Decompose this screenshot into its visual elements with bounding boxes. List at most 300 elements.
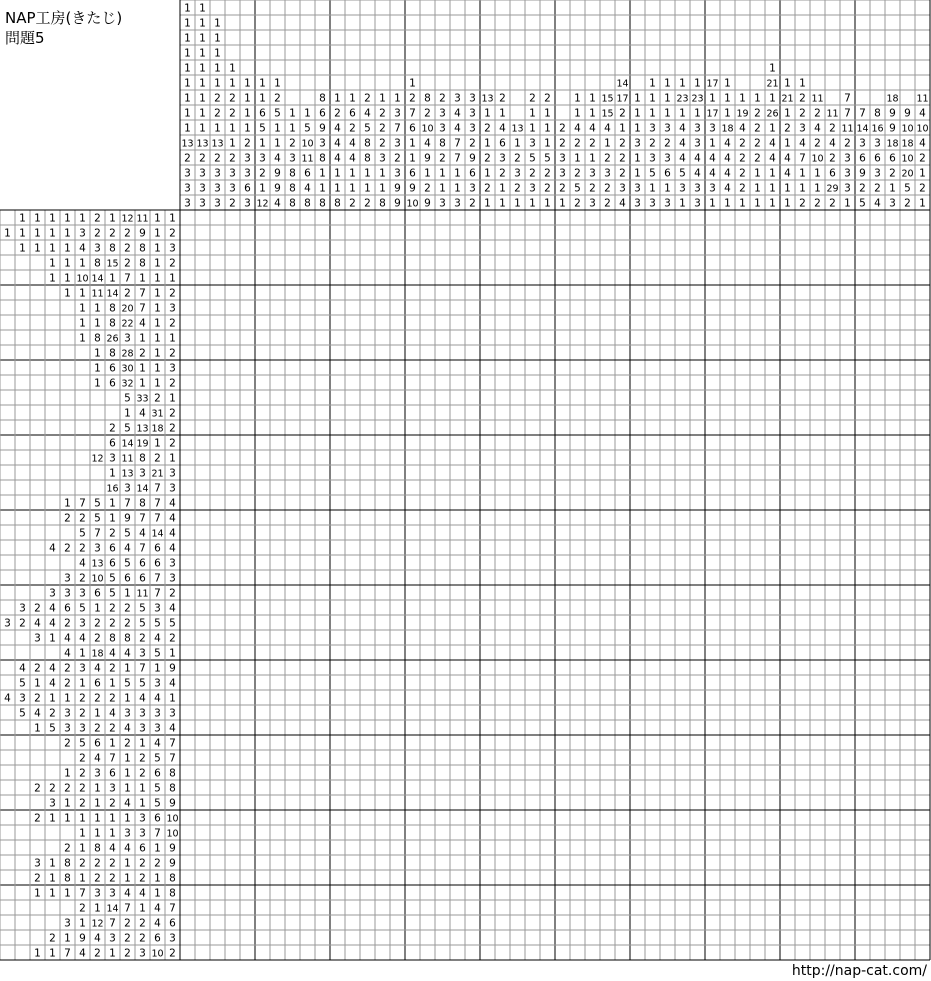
grid-cell[interactable] (825, 855, 840, 870)
grid-cell[interactable] (510, 375, 525, 390)
grid-cell[interactable] (390, 540, 405, 555)
grid-cell[interactable] (660, 555, 675, 570)
grid-cell[interactable] (285, 240, 300, 255)
grid-cell[interactable] (840, 270, 855, 285)
grid-cell[interactable] (555, 210, 570, 225)
grid-cell[interactable] (495, 585, 510, 600)
grid-cell[interactable] (405, 315, 420, 330)
grid-cell[interactable] (420, 435, 435, 450)
grid-cell[interactable] (570, 510, 585, 525)
grid-cell[interactable] (450, 300, 465, 315)
grid-cell[interactable] (915, 825, 930, 840)
grid-cell[interactable] (510, 540, 525, 555)
grid-cell[interactable] (270, 720, 285, 735)
grid-cell[interactable] (405, 930, 420, 945)
grid-cell[interactable] (480, 210, 495, 225)
grid-cell[interactable] (915, 210, 930, 225)
grid-cell[interactable] (720, 750, 735, 765)
grid-cell[interactable] (255, 480, 270, 495)
grid-cell[interactable] (780, 555, 795, 570)
grid-cell[interactable] (810, 525, 825, 540)
grid-cell[interactable] (195, 810, 210, 825)
grid-cell[interactable] (540, 465, 555, 480)
grid-cell[interactable] (900, 780, 915, 795)
grid-cell[interactable] (195, 630, 210, 645)
grid-cell[interactable] (795, 810, 810, 825)
grid-cell[interactable] (870, 630, 885, 645)
grid-cell[interactable] (915, 510, 930, 525)
grid-cell[interactable] (555, 615, 570, 630)
grid-cell[interactable] (405, 690, 420, 705)
grid-cell[interactable] (705, 240, 720, 255)
grid-cell[interactable] (210, 405, 225, 420)
grid-cell[interactable] (915, 330, 930, 345)
grid-cell[interactable] (825, 555, 840, 570)
grid-cell[interactable] (900, 750, 915, 765)
grid-cell[interactable] (855, 345, 870, 360)
grid-cell[interactable] (315, 660, 330, 675)
grid-cell[interactable] (510, 705, 525, 720)
grid-cell[interactable] (675, 405, 690, 420)
grid-cell[interactable] (810, 210, 825, 225)
grid-cell[interactable] (780, 405, 795, 420)
grid-cell[interactable] (735, 345, 750, 360)
grid-cell[interactable] (675, 585, 690, 600)
grid-cell[interactable] (720, 540, 735, 555)
grid-cell[interactable] (330, 225, 345, 240)
grid-cell[interactable] (585, 465, 600, 480)
grid-cell[interactable] (195, 225, 210, 240)
grid-cell[interactable] (525, 945, 540, 960)
grid-cell[interactable] (480, 315, 495, 330)
grid-cell[interactable] (390, 435, 405, 450)
grid-cell[interactable] (585, 495, 600, 510)
grid-cell[interactable] (330, 525, 345, 540)
grid-cell[interactable] (225, 315, 240, 330)
grid-cell[interactable] (630, 480, 645, 495)
grid-cell[interactable] (465, 645, 480, 660)
grid-cell[interactable] (225, 765, 240, 780)
grid-cell[interactable] (180, 885, 195, 900)
grid-cell[interactable] (765, 330, 780, 345)
grid-cell[interactable] (795, 375, 810, 390)
grid-cell[interactable] (750, 315, 765, 330)
grid-cell[interactable] (735, 375, 750, 390)
grid-cell[interactable] (735, 480, 750, 495)
grid-cell[interactable] (435, 510, 450, 525)
grid-cell[interactable] (465, 615, 480, 630)
grid-cell[interactable] (510, 765, 525, 780)
grid-cell[interactable] (225, 885, 240, 900)
grid-cell[interactable] (465, 345, 480, 360)
grid-cell[interactable] (900, 390, 915, 405)
grid-cell[interactable] (600, 255, 615, 270)
grid-cell[interactable] (495, 855, 510, 870)
grid-cell[interactable] (690, 315, 705, 330)
grid-cell[interactable] (600, 840, 615, 855)
grid-cell[interactable] (300, 810, 315, 825)
grid-cell[interactable] (285, 600, 300, 615)
grid-cell[interactable] (510, 210, 525, 225)
grid-cell[interactable] (405, 585, 420, 600)
grid-cell[interactable] (390, 765, 405, 780)
grid-cell[interactable] (345, 690, 360, 705)
grid-cell[interactable] (780, 480, 795, 495)
grid-cell[interactable] (630, 375, 645, 390)
grid-cell[interactable] (270, 660, 285, 675)
grid-cell[interactable] (630, 855, 645, 870)
grid-cell[interactable] (540, 210, 555, 225)
grid-cell[interactable] (840, 510, 855, 525)
grid-cell[interactable] (660, 360, 675, 375)
grid-cell[interactable] (915, 255, 930, 270)
grid-cell[interactable] (900, 825, 915, 840)
grid-cell[interactable] (300, 855, 315, 870)
grid-cell[interactable] (360, 945, 375, 960)
grid-cell[interactable] (885, 540, 900, 555)
grid-cell[interactable] (555, 285, 570, 300)
grid-cell[interactable] (570, 750, 585, 765)
grid-cell[interactable] (345, 555, 360, 570)
grid-cell[interactable] (240, 765, 255, 780)
grid-cell[interactable] (600, 735, 615, 750)
grid-cell[interactable] (765, 780, 780, 795)
grid-cell[interactable] (480, 645, 495, 660)
grid-cell[interactable] (600, 915, 615, 930)
grid-cell[interactable] (630, 255, 645, 270)
grid-cell[interactable] (360, 720, 375, 735)
grid-cell[interactable] (720, 900, 735, 915)
grid-cell[interactable] (255, 390, 270, 405)
grid-cell[interactable] (330, 705, 345, 720)
grid-cell[interactable] (510, 810, 525, 825)
grid-cell[interactable] (420, 615, 435, 630)
grid-cell[interactable] (180, 660, 195, 675)
grid-cell[interactable] (525, 255, 540, 270)
grid-cell[interactable] (495, 645, 510, 660)
grid-cell[interactable] (705, 825, 720, 840)
grid-cell[interactable] (630, 330, 645, 345)
grid-cell[interactable] (240, 390, 255, 405)
grid-cell[interactable] (375, 330, 390, 345)
grid-cell[interactable] (315, 465, 330, 480)
grid-cell[interactable] (825, 510, 840, 525)
grid-cell[interactable] (555, 435, 570, 450)
grid-cell[interactable] (225, 300, 240, 315)
grid-cell[interactable] (435, 795, 450, 810)
grid-cell[interactable] (615, 885, 630, 900)
grid-cell[interactable] (675, 870, 690, 885)
grid-cell[interactable] (510, 300, 525, 315)
grid-cell[interactable] (195, 495, 210, 510)
grid-cell[interactable] (195, 255, 210, 270)
grid-cell[interactable] (735, 750, 750, 765)
grid-cell[interactable] (690, 705, 705, 720)
grid-cell[interactable] (510, 945, 525, 960)
grid-cell[interactable] (750, 660, 765, 675)
grid-cell[interactable] (630, 705, 645, 720)
grid-cell[interactable] (390, 915, 405, 930)
grid-cell[interactable] (480, 345, 495, 360)
grid-cell[interactable] (750, 765, 765, 780)
grid-cell[interactable] (885, 240, 900, 255)
grid-cell[interactable] (720, 570, 735, 585)
grid-cell[interactable] (690, 420, 705, 435)
grid-cell[interactable] (180, 750, 195, 765)
grid-cell[interactable] (690, 930, 705, 945)
grid-cell[interactable] (900, 240, 915, 255)
grid-cell[interactable] (420, 285, 435, 300)
grid-cell[interactable] (465, 540, 480, 555)
grid-cell[interactable] (285, 900, 300, 915)
grid-cell[interactable] (855, 450, 870, 465)
grid-cell[interactable] (180, 210, 195, 225)
grid-cell[interactable] (555, 840, 570, 855)
grid-cell[interactable] (315, 210, 330, 225)
grid-cell[interactable] (495, 510, 510, 525)
grid-cell[interactable] (285, 720, 300, 735)
grid-cell[interactable] (495, 270, 510, 285)
grid-cell[interactable] (645, 750, 660, 765)
grid-cell[interactable] (225, 480, 240, 495)
grid-cell[interactable] (210, 810, 225, 825)
grid-cell[interactable] (330, 465, 345, 480)
grid-cell[interactable] (525, 375, 540, 390)
grid-cell[interactable] (900, 345, 915, 360)
grid-cell[interactable] (480, 405, 495, 420)
grid-cell[interactable] (360, 840, 375, 855)
grid-cell[interactable] (285, 210, 300, 225)
grid-cell[interactable] (825, 645, 840, 660)
grid-cell[interactable] (285, 570, 300, 585)
grid-cell[interactable] (300, 390, 315, 405)
grid-cell[interactable] (540, 885, 555, 900)
grid-cell[interactable] (375, 315, 390, 330)
grid-cell[interactable] (510, 690, 525, 705)
grid-cell[interactable] (660, 750, 675, 765)
grid-cell[interactable] (315, 345, 330, 360)
grid-cell[interactable] (270, 570, 285, 585)
grid-cell[interactable] (765, 435, 780, 450)
grid-cell[interactable] (330, 405, 345, 420)
grid-cell[interactable] (450, 285, 465, 300)
grid-cell[interactable] (240, 420, 255, 435)
grid-cell[interactable] (675, 660, 690, 675)
grid-cell[interactable] (540, 375, 555, 390)
grid-cell[interactable] (690, 645, 705, 660)
grid-cell[interactable] (645, 930, 660, 945)
grid-cell[interactable] (450, 930, 465, 945)
grid-cell[interactable] (810, 435, 825, 450)
grid-cell[interactable] (225, 210, 240, 225)
grid-cell[interactable] (750, 690, 765, 705)
grid-cell[interactable] (300, 270, 315, 285)
grid-cell[interactable] (870, 510, 885, 525)
grid-cell[interactable] (510, 435, 525, 450)
grid-cell[interactable] (885, 600, 900, 615)
grid-cell[interactable] (660, 255, 675, 270)
grid-cell[interactable] (270, 330, 285, 345)
grid-cell[interactable] (300, 645, 315, 660)
grid-cell[interactable] (825, 450, 840, 465)
grid-cell[interactable] (330, 315, 345, 330)
grid-cell[interactable] (780, 855, 795, 870)
grid-cell[interactable] (345, 945, 360, 960)
grid-cell[interactable] (465, 675, 480, 690)
grid-cell[interactable] (705, 675, 720, 690)
grid-cell[interactable] (300, 210, 315, 225)
grid-cell[interactable] (705, 495, 720, 510)
grid-cell[interactable] (210, 270, 225, 285)
grid-cell[interactable] (915, 540, 930, 555)
grid-cell[interactable] (330, 570, 345, 585)
grid-cell[interactable] (480, 255, 495, 270)
grid-cell[interactable] (585, 255, 600, 270)
grid-cell[interactable] (885, 375, 900, 390)
grid-cell[interactable] (885, 705, 900, 720)
grid-cell[interactable] (615, 225, 630, 240)
grid-cell[interactable] (450, 225, 465, 240)
grid-cell[interactable] (615, 645, 630, 660)
grid-cell[interactable] (915, 915, 930, 930)
grid-cell[interactable] (870, 375, 885, 390)
grid-cell[interactable] (195, 510, 210, 525)
grid-cell[interactable] (450, 435, 465, 450)
grid-cell[interactable] (570, 480, 585, 495)
grid-cell[interactable] (225, 540, 240, 555)
grid-cell[interactable] (480, 630, 495, 645)
grid-cell[interactable] (780, 885, 795, 900)
grid-cell[interactable] (345, 465, 360, 480)
grid-cell[interactable] (885, 390, 900, 405)
grid-cell[interactable] (240, 375, 255, 390)
grid-cell[interactable] (375, 225, 390, 240)
grid-cell[interactable] (615, 465, 630, 480)
grid-cell[interactable] (225, 255, 240, 270)
grid-cell[interactable] (540, 525, 555, 540)
grid-cell[interactable] (780, 435, 795, 450)
grid-cell[interactable] (870, 795, 885, 810)
grid-cell[interactable] (630, 675, 645, 690)
grid-cell[interactable] (810, 360, 825, 375)
grid-cell[interactable] (450, 585, 465, 600)
grid-cell[interactable] (795, 615, 810, 630)
grid-cell[interactable] (450, 750, 465, 765)
grid-cell[interactable] (645, 660, 660, 675)
grid-cell[interactable] (720, 450, 735, 465)
grid-cell[interactable] (375, 765, 390, 780)
grid-cell[interactable] (870, 270, 885, 285)
grid-cell[interactable] (525, 930, 540, 945)
grid-cell[interactable] (405, 810, 420, 825)
grid-cell[interactable] (780, 285, 795, 300)
grid-cell[interactable] (480, 525, 495, 540)
grid-cell[interactable] (195, 465, 210, 480)
grid-cell[interactable] (240, 885, 255, 900)
grid-cell[interactable] (330, 915, 345, 930)
grid-cell[interactable] (675, 300, 690, 315)
grid-cell[interactable] (690, 210, 705, 225)
grid-cell[interactable] (525, 645, 540, 660)
grid-cell[interactable] (240, 900, 255, 915)
grid-cell[interactable] (705, 840, 720, 855)
grid-cell[interactable] (330, 270, 345, 285)
grid-cell[interactable] (345, 660, 360, 675)
grid-cell[interactable] (600, 810, 615, 825)
grid-cell[interactable] (645, 390, 660, 405)
grid-cell[interactable] (840, 615, 855, 630)
grid-cell[interactable] (195, 420, 210, 435)
grid-cell[interactable] (810, 810, 825, 825)
grid-cell[interactable] (270, 480, 285, 495)
grid-cell[interactable] (375, 495, 390, 510)
grid-cell[interactable] (645, 330, 660, 345)
grid-cell[interactable] (495, 825, 510, 840)
grid-cell[interactable] (870, 495, 885, 510)
grid-cell[interactable] (420, 540, 435, 555)
grid-cell[interactable] (615, 510, 630, 525)
grid-cell[interactable] (780, 750, 795, 765)
grid-cell[interactable] (450, 540, 465, 555)
grid-cell[interactable] (300, 420, 315, 435)
grid-cell[interactable] (240, 705, 255, 720)
grid-cell[interactable] (885, 270, 900, 285)
grid-cell[interactable] (675, 285, 690, 300)
grid-cell[interactable] (735, 885, 750, 900)
grid-cell[interactable] (555, 675, 570, 690)
grid-cell[interactable] (435, 765, 450, 780)
grid-cell[interactable] (525, 765, 540, 780)
grid-cell[interactable] (450, 765, 465, 780)
grid-cell[interactable] (255, 450, 270, 465)
grid-cell[interactable] (585, 885, 600, 900)
grid-cell[interactable] (645, 870, 660, 885)
grid-cell[interactable] (630, 315, 645, 330)
grid-cell[interactable] (840, 210, 855, 225)
grid-cell[interactable] (240, 270, 255, 285)
grid-cell[interactable] (630, 450, 645, 465)
grid-cell[interactable] (270, 255, 285, 270)
grid-cell[interactable] (360, 810, 375, 825)
grid-cell[interactable] (720, 825, 735, 840)
grid-cell[interactable] (210, 540, 225, 555)
grid-cell[interactable] (525, 360, 540, 375)
grid-cell[interactable] (600, 750, 615, 765)
grid-cell[interactable] (705, 915, 720, 930)
grid-cell[interactable] (765, 495, 780, 510)
grid-cell[interactable] (180, 690, 195, 705)
grid-cell[interactable] (645, 525, 660, 540)
grid-cell[interactable] (825, 945, 840, 960)
grid-cell[interactable] (735, 225, 750, 240)
grid-cell[interactable] (525, 225, 540, 240)
grid-cell[interactable] (390, 705, 405, 720)
grid-cell[interactable] (285, 435, 300, 450)
grid-cell[interactable] (615, 405, 630, 420)
grid-cell[interactable] (630, 720, 645, 735)
grid-cell[interactable] (780, 465, 795, 480)
grid-cell[interactable] (330, 720, 345, 735)
grid-cell[interactable] (270, 240, 285, 255)
grid-cell[interactable] (195, 840, 210, 855)
grid-cell[interactable] (315, 420, 330, 435)
grid-cell[interactable] (705, 450, 720, 465)
grid-cell[interactable] (555, 900, 570, 915)
grid-cell[interactable] (330, 360, 345, 375)
grid-cell[interactable] (345, 810, 360, 825)
grid-cell[interactable] (345, 750, 360, 765)
grid-cell[interactable] (705, 945, 720, 960)
